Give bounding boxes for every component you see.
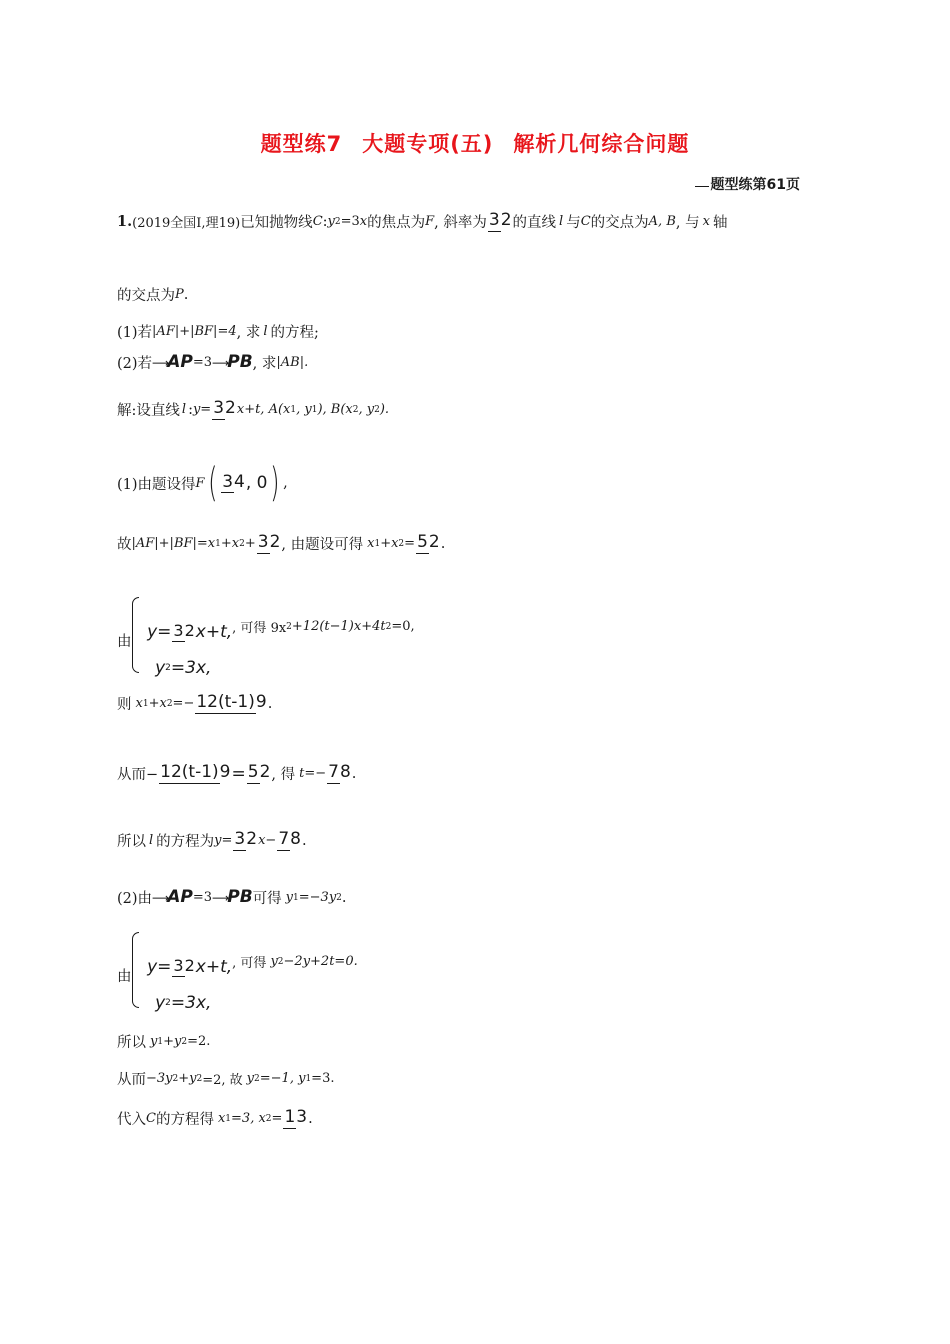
page-title: 题型练7 大题专项(五) 解析几何综合问题 (260, 132, 690, 156)
vector-pb: ⟶PB (212, 352, 253, 372)
equation-system-2: y = 32 x+t, y 2 =3x, (132, 932, 233, 1019)
solution-system2: 由 y = 32 x+t, y 2 =3x, , 可得 y 2 −2y+2t=0. (117, 932, 358, 1019)
equation-system-1: y = 32 x+t, y 2 =3x, (132, 597, 233, 684)
problem-stem-line2: 的交点为 P . (117, 286, 189, 304)
slope-fraction: 32 (488, 210, 512, 231)
solution-step2: 故 |AF|+|BF|=x 1 +x 2 + 32 , 由题设可得 x 1 +x 2 = 52 . (117, 532, 446, 553)
vector-ap: ⟶AP (152, 352, 193, 372)
solution-step5: 从而− 12(t-1)9 = 52 , 得 t=− 78 . (117, 762, 357, 784)
solution-step1: (1)由题设得 F ( 34 , 0 ) , (117, 460, 288, 506)
problem-stem-line1: 1. (2019全国Ⅰ,理19) 已知抛物线 C : y 2 =3 x 的焦点为 F , 斜率为 32 的直线 l 与 C 的交点为 A, B , 与 x 轴 (117, 210, 728, 231)
solution-intro: 解:设直线 l : y= 32 x+t, A(x 1 , y 1 ), B(x 2 , y 2 ). (117, 398, 390, 419)
problem-part2: (2)若 ⟶AP =3 ⟶PB , 求 |AB|. (117, 352, 309, 372)
solution-step7: (2)由 ⟶AP =3 ⟶PB 可得 y 1 =−3y 2 . (117, 887, 347, 907)
solution-step10: 从而 −3y 2 +y 2 =2, 故 y 2 =−1, y 1 =3. (117, 1071, 335, 1088)
solution-system1: 由 y = 32 x+t, y 2 =3x, , 可得 9x 2 +12(t−1)x+4t 2 =0, (117, 597, 415, 684)
solution-step6: 所以 l 的方程为 y= 32 x− 78 . (117, 829, 307, 850)
solution-step4: 则 x 1 +x 2 =− 12(t-1)9 . (117, 692, 273, 713)
page-reference: 题型练第61页 (695, 174, 800, 194)
problem-part1: (1)若 |AF|+|BF|=4 , 求 l 的方程; (117, 324, 319, 341)
solution-step9: 所以 y 1 +y 2 =2. (117, 1034, 211, 1051)
solution-step11: 代入 C 的方程得 x 1 =3, x 2 = 13 . (117, 1107, 313, 1128)
